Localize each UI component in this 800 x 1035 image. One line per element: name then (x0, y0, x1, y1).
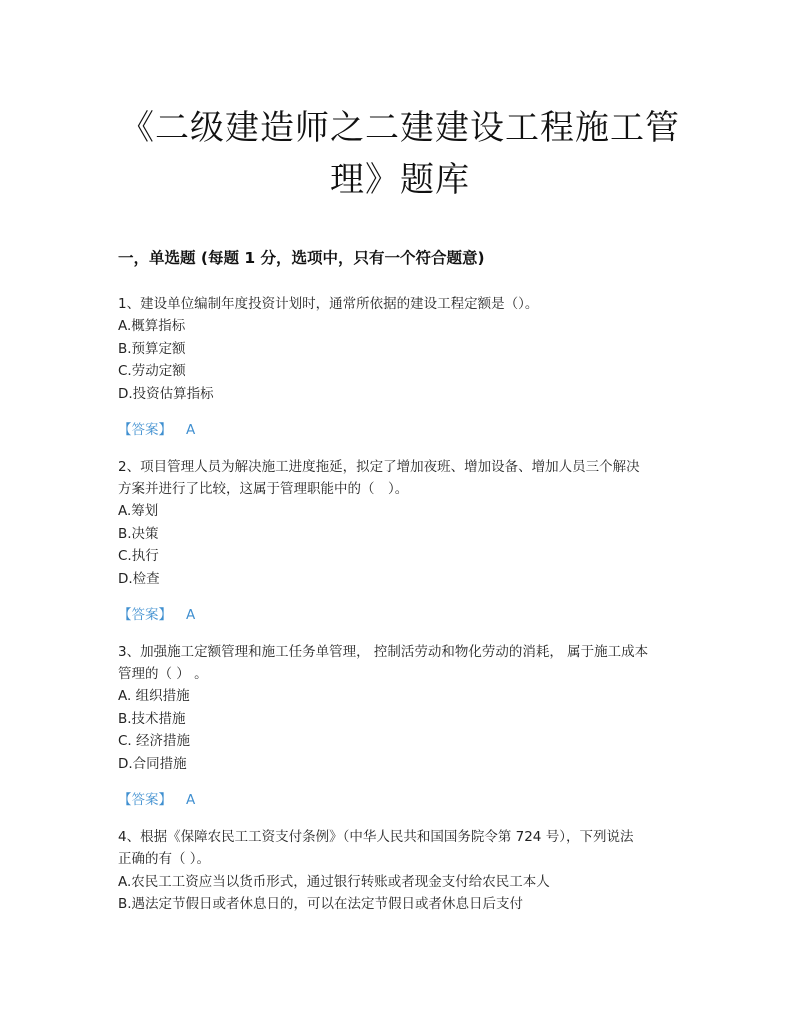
question-4-option-a: A.农民工工资应当以货币形式，通过银行转账或者现金支付给农民工本人 (118, 874, 550, 890)
answer-label: 【答案】 (118, 422, 172, 438)
question-3-option-b: B.技术措施 (118, 711, 186, 727)
question-1-option-c: C.劳动定额 (118, 363, 186, 379)
section-heading: 一，单选题 (每题 1 分，选项中，只有一个符合题意) (118, 249, 485, 267)
question-2-answer (118, 605, 195, 625)
question-4-stem-line-2: 正确的有（ ）。 (118, 851, 211, 867)
question-4-option-b: B.遇法定节假日或者休息日的，可以在法定节假日或者休息日后支付 (118, 896, 524, 912)
question-2-option-c: C.执行 (118, 548, 159, 564)
question-1-option-d: D.投资估算指标 (118, 386, 214, 402)
question-3-option-c: C. 经济措施 (118, 733, 191, 749)
question-2-option-a: A.筹划 (118, 503, 159, 519)
answer-value: A (186, 792, 196, 808)
question-1-option-b: B.预算定额 (118, 341, 186, 357)
question-2-stem-line-2: 方案并进行了比较，这属于管理职能中的（ ）。 (118, 481, 409, 497)
question-3-stem-line-1: 3、加强施工定额管理和施工任务单管理， 控制活劳动和物化劳动的消耗， 属于施工成本 (118, 644, 649, 660)
answer-label: 【答案】 (118, 792, 172, 808)
answer-label: 【答案】 (118, 607, 172, 623)
question-2-option-b: B.决策 (118, 526, 159, 542)
question-3-stem-line-2: 管理的（ ） 。 (118, 666, 208, 682)
document-title-line-2: 理》题库 (330, 160, 470, 200)
question-1-answer (118, 420, 195, 440)
question-2-stem-line-1: 2、项目管理人员为解决施工进度拖延，拟定了增加夜班、增加设备、增加人员三个解决 (118, 459, 640, 475)
answer-value: A (186, 607, 196, 623)
document-title-line-1: 《二级建造师之二建建设工程施工管 (120, 108, 680, 148)
question-4-stem-line-1: 4、根据《保障农民工工资支付条例》（中华人民共和国国务院令第 724 号），下列说法 (118, 829, 634, 845)
question-3-option-d: D.合同措施 (118, 756, 187, 772)
question-2-option-d: D.检查 (118, 571, 160, 587)
question-3-answer (118, 790, 195, 810)
answer-value: A (186, 422, 196, 438)
question-1-stem-line-1: 1、建设单位编制年度投资计划时，通常所依据的建设工程定额是（）。 (118, 296, 539, 312)
question-3-option-a: A. 组织措施 (118, 688, 190, 704)
question-1-option-a: A.概算指标 (118, 318, 186, 334)
